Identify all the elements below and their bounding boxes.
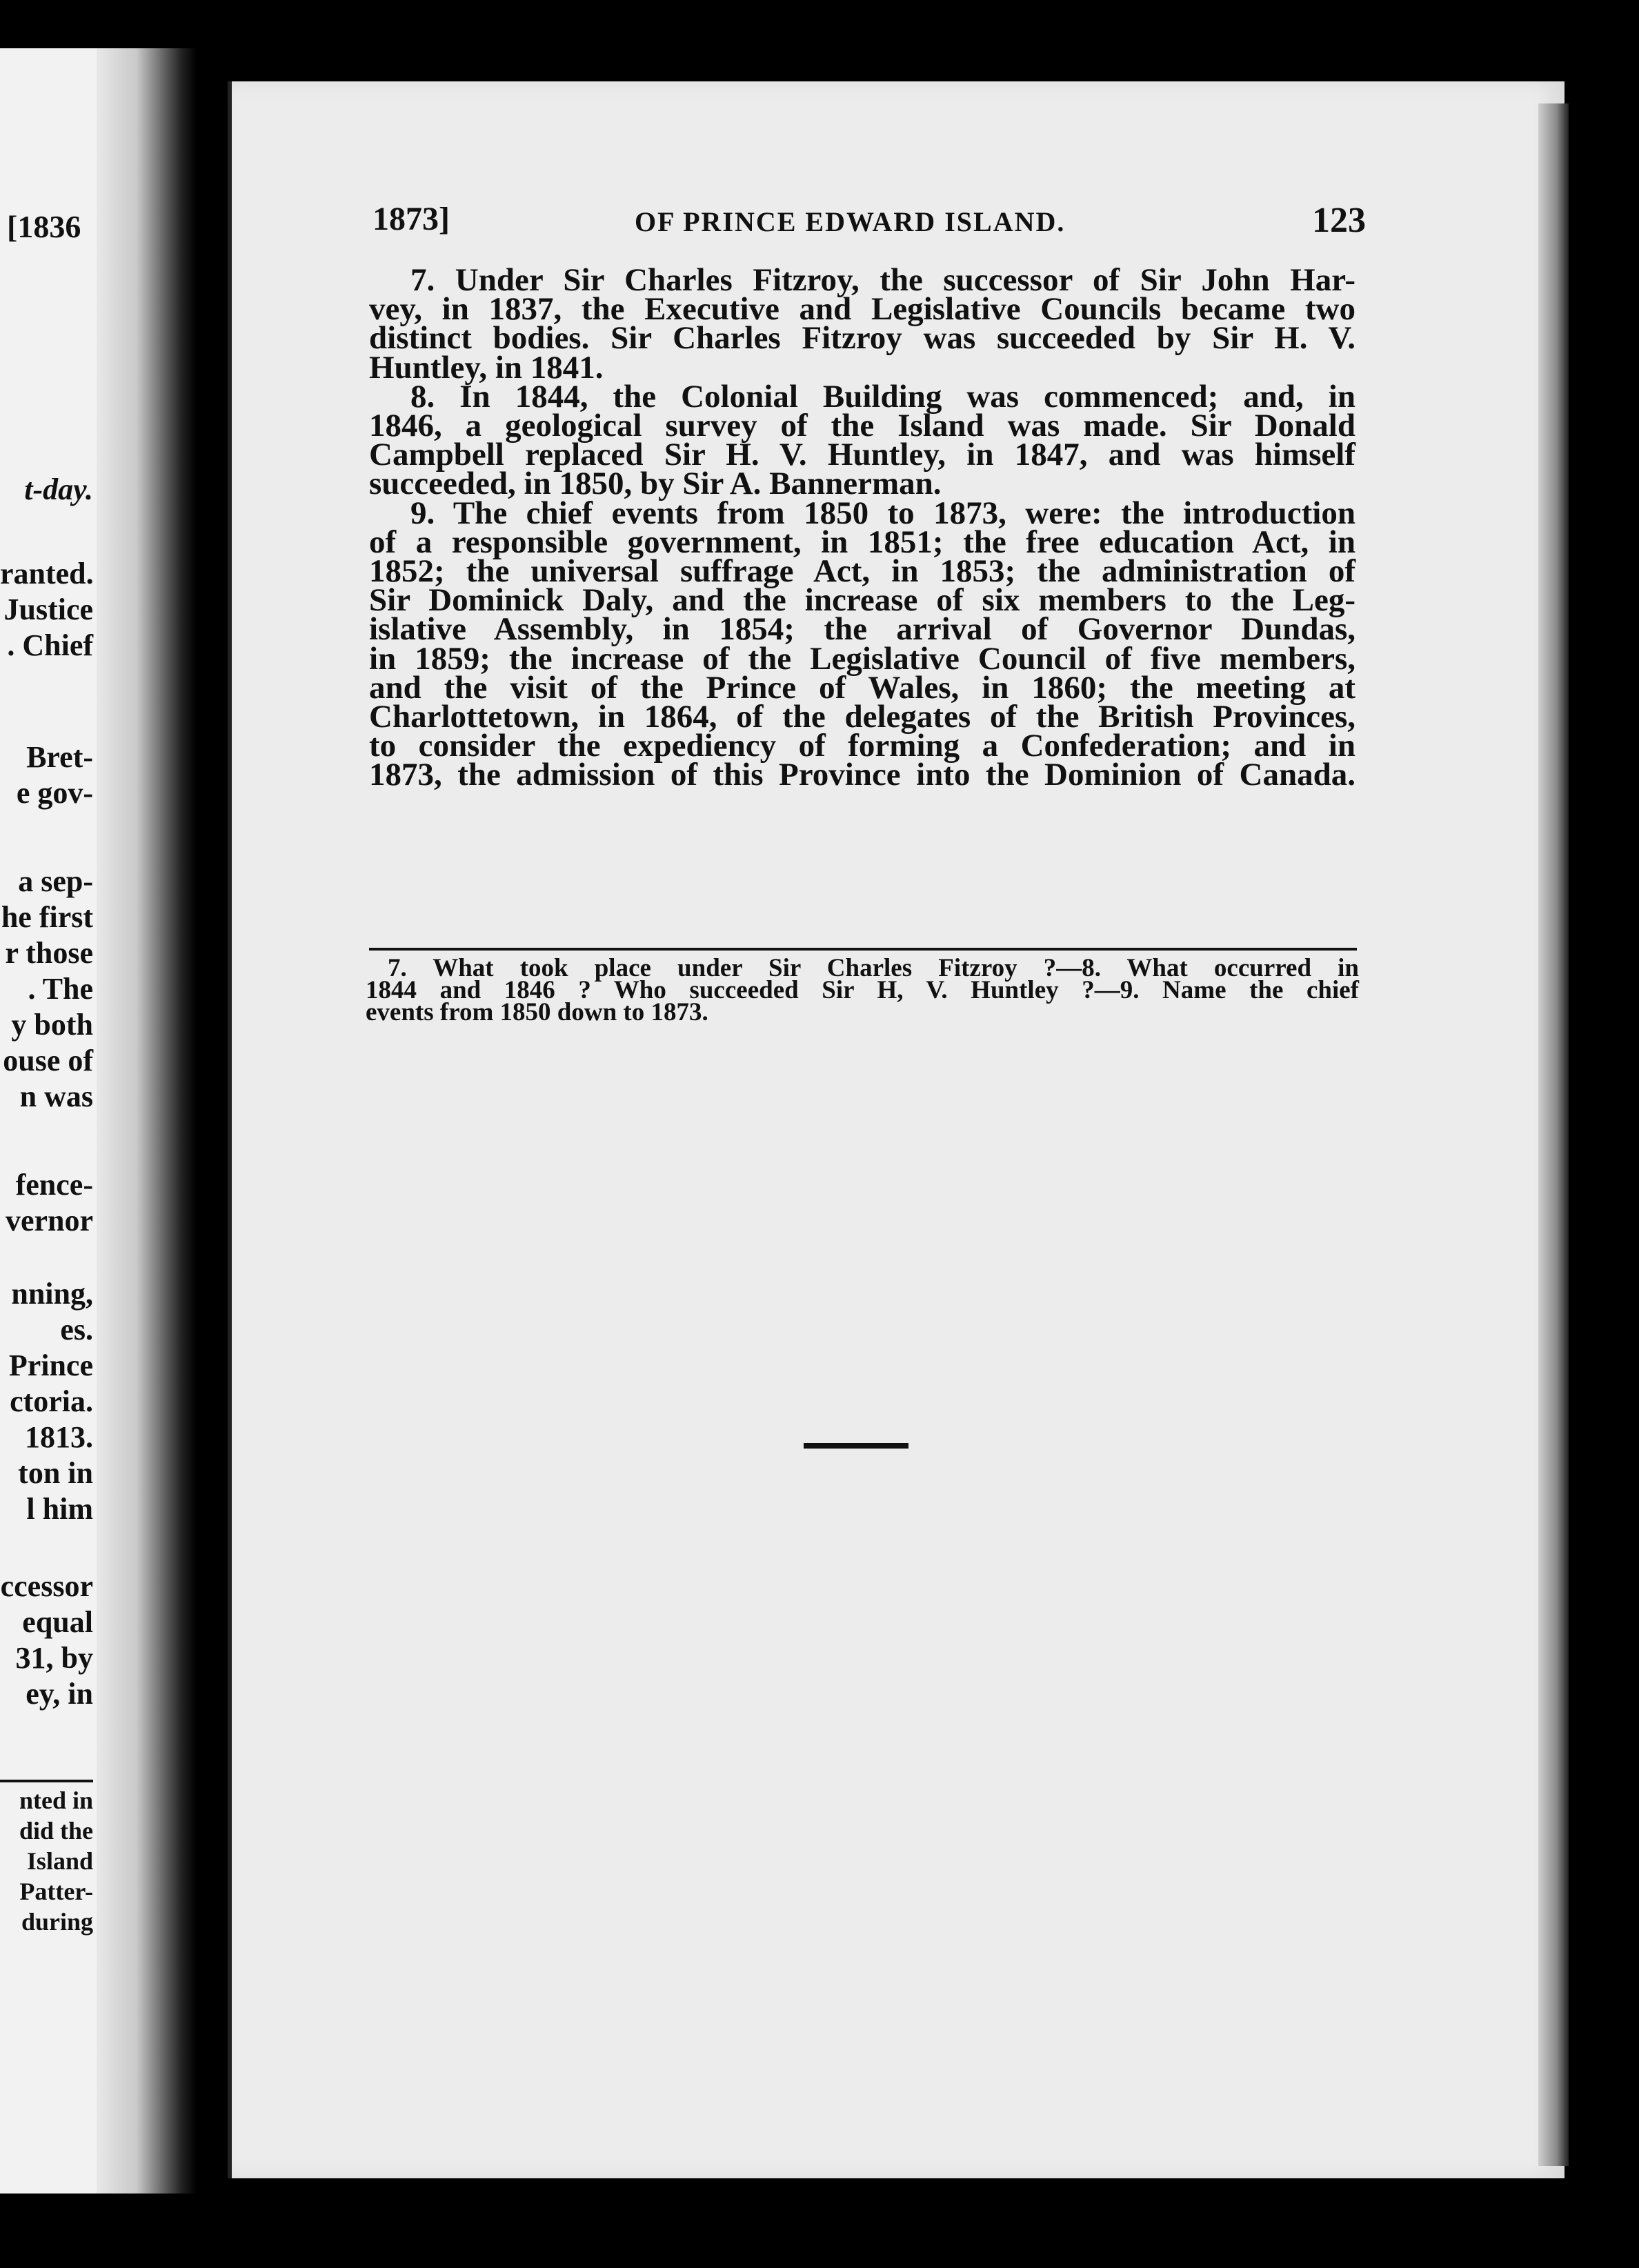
text-line: to consider the expediency of forming a Confederation; and in <box>369 728 1355 764</box>
text-line: 1846, a geological survey of the Island was made. Sir Donald <box>369 408 1355 444</box>
header-title: OF PRINCE EDWARD ISLAND. <box>635 206 1066 237</box>
facing-page <box>0 48 197 2194</box>
facing-page-fragment: ton in <box>18 1456 93 1490</box>
facing-page-fragment: ranted. <box>0 557 94 590</box>
facing-page-fragment: Prince <box>8 1349 93 1382</box>
footnotes <box>366 954 1359 1026</box>
paragraph-9 <box>369 495 1355 793</box>
footnote-line: events from 1850 down to 1873. <box>366 998 708 1026</box>
text-line: and the visit of the Prince of Wales, in 1860; the meeting at <box>369 669 1355 706</box>
facing-page-fragment: during <box>21 1908 93 1936</box>
text-line: 9. The chief events from 1850 to 1873, were: the introduction <box>410 495 1355 531</box>
footnote-line: 1844 and 1846 ? Who succeeded Sir H, V. Huntley ?—9. Name the chief <box>366 976 1359 1004</box>
text-line: Campbell replaced Sir H. V. Huntley, in 1847, and was himself <box>369 437 1355 473</box>
end-ornament-rule <box>804 1443 908 1449</box>
facing-page-fragment: Patter- <box>19 1878 93 1905</box>
footnote-rule <box>369 948 1357 951</box>
text-line: islative Assembly, in 1854; the arrival of Governor Dundas, <box>369 611 1355 648</box>
text-line: distinct bodies. Sir Charles Fitzroy was succeeded by Sir H. V. <box>369 320 1355 357</box>
text-line: Charlottetown, in 1864, of the delegates of the British Provinces, <box>369 699 1355 735</box>
header-year: 1873] <box>372 201 450 237</box>
footnote-line: 7. What took place under Sir Charles Fitzroy ?—8. What occurred in <box>388 954 1359 982</box>
text-line: Huntley, in 1841. <box>369 349 604 386</box>
running-header <box>372 200 1366 241</box>
facing-page-fragment: es. <box>60 1313 93 1346</box>
facing-page-fragment: ccessor <box>0 1569 93 1603</box>
text-line: 1852; the universal suffrage Act, in 1853; the administration of <box>369 553 1355 590</box>
facing-page-fragment: nning, <box>11 1277 93 1311</box>
facing-page-fragment: equal <box>22 1605 93 1639</box>
facing-page-fragment: n was <box>19 1080 93 1113</box>
facing-page-fragment: . Chief <box>7 628 93 662</box>
facing-page-fragment: 1813. <box>25 1420 93 1454</box>
book-gutter <box>97 48 197 2194</box>
facing-page-fragment: r those <box>5 936 93 970</box>
facing-page-fragment: a sep- <box>18 864 93 898</box>
facing-page-fragment: Bret- <box>26 740 93 774</box>
text-line: Sir Dominick Daly, and the increase of six members to the Leg- <box>369 582 1355 619</box>
page-number: 123 <box>1312 201 1366 240</box>
facing-page-fragment: ey, in <box>26 1677 93 1711</box>
text-line: in 1859; the increase of the Legislative Council of five members, <box>369 640 1355 677</box>
facing-page-fragment: t-day. <box>24 472 93 506</box>
body-text <box>369 262 1355 793</box>
text-line: vey, in 1837, the Executive and Legislative Councils became two <box>369 291 1355 328</box>
facing-page-fragment: did the <box>19 1817 93 1844</box>
text-line: 8. In 1844, the Colonial Building was commenced; and, in <box>410 378 1355 415</box>
facing-page-fragment: ouse of <box>3 1044 93 1077</box>
paragraph-7 <box>369 262 1355 386</box>
facing-page-fragment: Justice <box>3 593 93 626</box>
facing-page-fragment: vernor <box>5 1204 93 1237</box>
facing-page-footnote-rule <box>0 1780 93 1782</box>
facing-page-fragment: . The <box>28 972 93 1006</box>
facing-page-fragment: 31, by <box>15 1641 93 1675</box>
facing-page-fragment: fence- <box>15 1168 93 1202</box>
facing-page-fragment: l him <box>26 1492 93 1526</box>
page-edge-shadow <box>1538 103 1569 2166</box>
paragraph-8 <box>369 378 1355 502</box>
facing-page-fragment: ctoria. <box>10 1384 93 1418</box>
facing-page-fragment: e gov- <box>16 776 93 810</box>
text-line: 1873, the admission of this Province into the Dominion of Canada. <box>369 757 1355 793</box>
facing-page-fragment: he first <box>1 900 93 934</box>
facing-page-fragment: nted in <box>19 1787 93 1814</box>
text-line: 7. Under Sir Charles Fitzroy, the successor of Sir John Har- <box>410 262 1355 298</box>
facing-page-fragment: Island <box>26 1847 93 1875</box>
text-line: succeeded, in 1850, by Sir A. Bannerman. <box>369 466 942 502</box>
facing-page-header: [1836 <box>7 209 81 244</box>
text-line: of a responsible government, in 1851; the free education Act, in <box>369 524 1355 560</box>
facing-page-fragment: y both <box>11 1008 93 1042</box>
